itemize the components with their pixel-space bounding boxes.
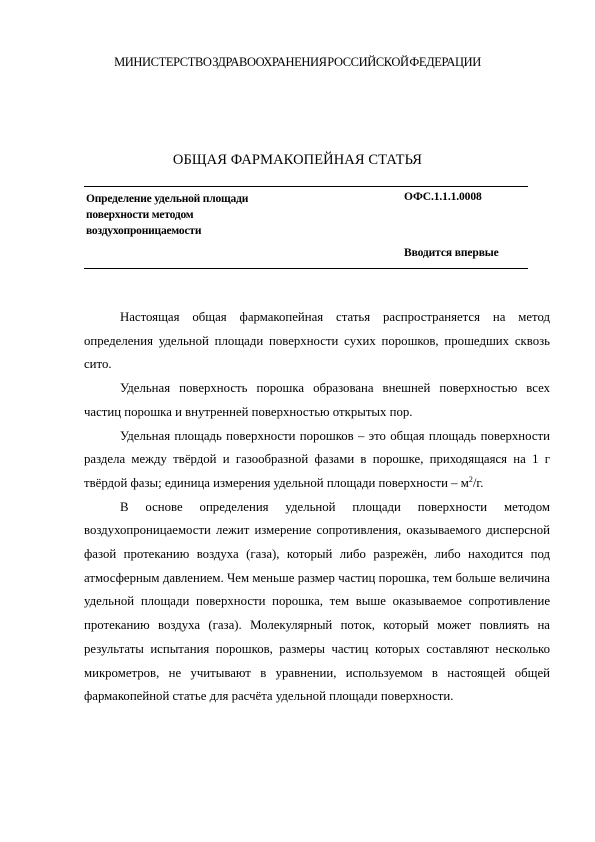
unit-suffix: /г. (472, 475, 484, 490)
body-paragraph-text: Удельная площадь поверхности порошков – это общая площадь поверхности раздела между твёрдой и газообразной фазами в порошке, приходящаяся на 1 г твёрдой фазы; единица измерения удельной площади поверхности – м (84, 428, 550, 490)
body-paragraph: Настоящая общая фармакопейная статья распространяется на метод определения удельной площади поверхности сухих порошков, прошедших сквозь сито. (84, 310, 550, 372)
article-name (86, 191, 336, 239)
body-paragraph (84, 425, 550, 496)
article-name-line: поверхности методом (86, 209, 194, 221)
header-top-rule (84, 186, 528, 187)
header-bottom-rule (84, 268, 528, 269)
unit-superscript: 2 (468, 474, 473, 484)
ministry-name: МИНИСТЕРСТВО ЗДРАВООХРАНЕНИЯ РОССИЙСКОЙ ФЕДЕРАЦИИ (114, 55, 481, 69)
article-type-title: ОБЩАЯ ФАРМАКОПЕЙНАЯ СТАТЬЯ (172, 152, 423, 168)
article-name-line: Определение удельной площади (86, 193, 249, 205)
body-paragraph: Удельная поверхность порошка образована внешней поверхностью всех частиц порошка и внутренней поверхностью открытых пор. (84, 381, 550, 419)
body-paragraph: В основе определения удельной площади поверхности методом воздухопроницаемости лежит измерение сопротивления, оказываемого дисперсной фазой протеканию воздуха (газа), который либо разрежён, либо находится под атмосферным давлением. Чем меньше размер частиц порошка, тем больше величина удельной площади поверхности порошка, тем выше оказываемое сопротивление протеканию воздуха (газа). Молекулярный поток, который может повлиять на результаты испытания порошков, размеры частиц которых составляют несколько микрометров, не учитывают в уравнении, используемом в настоящей общей фармакопейной статье для расчёта удельной площади поверхности. (84, 499, 550, 704)
article-status: Вводится впервые (404, 247, 499, 259)
article-code: ОФС.1.1.1.0008 (404, 191, 482, 203)
article-body (84, 306, 550, 709)
article-name-line: воздухопроницаемости (86, 225, 202, 237)
